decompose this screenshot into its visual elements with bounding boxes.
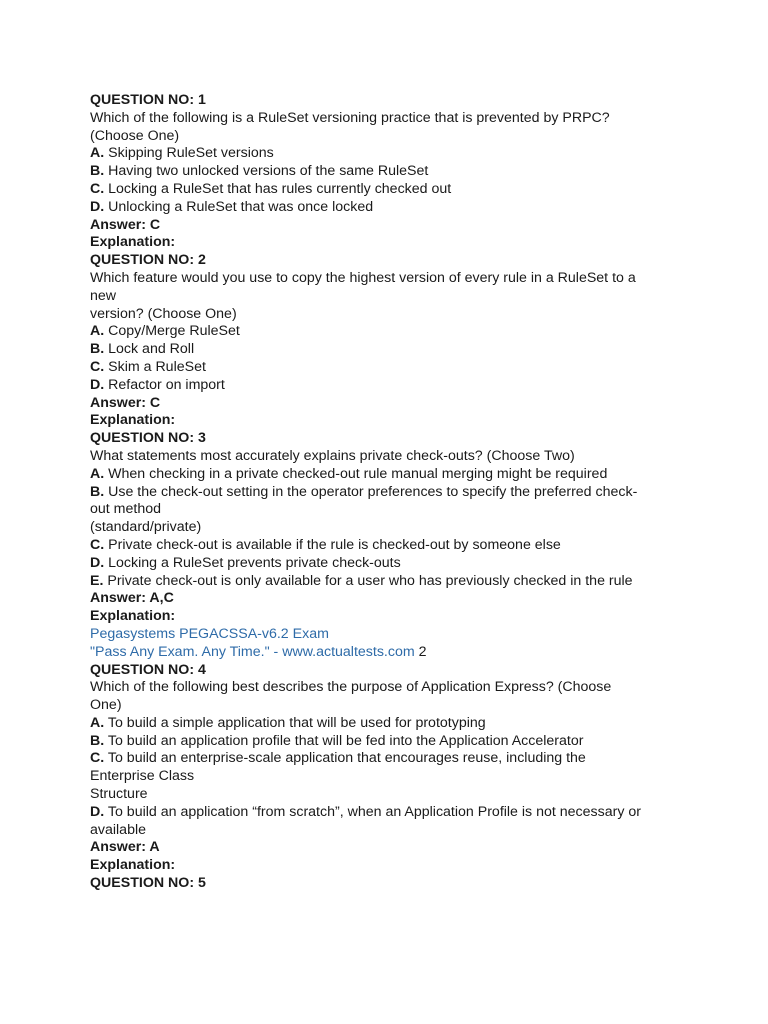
- question-block: [90, 252, 690, 430]
- footer-exam-title: Pegasystems PEGACSSA-v6.2 Exam: [90, 625, 329, 642]
- option-letter: C.: [90, 180, 105, 197]
- question-text: new: [90, 287, 117, 304]
- option: [90, 555, 690, 573]
- option: [90, 377, 690, 395]
- option-text-continued: (standard/private): [90, 519, 202, 536]
- question-text: What statements most accurately explains private check-outs? (Choose Two): [90, 447, 575, 464]
- option-text-continued: Structure: [90, 786, 148, 803]
- question-heading: QUESTION NO: 4: [90, 661, 206, 678]
- option: [90, 466, 690, 484]
- option-text: To build an enterprise-scale application that encourages reuse, including the: [107, 750, 586, 767]
- option: [90, 537, 690, 555]
- question-text: Which feature would you use to copy the highest version of every rule in a RuleSet to a: [90, 269, 636, 286]
- option: [90, 145, 690, 163]
- option-text: Locking a RuleSet prevents private check-outs: [108, 554, 401, 571]
- option: [90, 715, 690, 733]
- option-text: Private check-out is available if the rule is checked-out by someone else: [108, 536, 561, 553]
- question-block: [90, 875, 690, 893]
- option-letter: D.: [90, 198, 105, 215]
- option-letter: A.: [90, 714, 105, 731]
- option-text: Skim a RuleSet: [108, 358, 206, 375]
- option-text-continued: out method: [90, 501, 161, 518]
- option: [90, 733, 690, 751]
- option-letter: E.: [90, 572, 104, 589]
- option: [90, 484, 690, 502]
- option: [90, 181, 690, 199]
- option-text: Locking a RuleSet that has rules currently checked out: [108, 180, 452, 197]
- document-content: [90, 92, 690, 893]
- option-text: Copy/Merge RuleSet: [108, 323, 240, 340]
- option-letter: C.: [90, 536, 105, 553]
- option: [90, 323, 690, 341]
- option-text: To build a simple application that will be used for prototyping: [107, 714, 486, 731]
- footer-page-number: 2: [418, 643, 427, 660]
- question-text: Which of the following is a RuleSet versioning practice that is prevented by PRPC?: [90, 109, 610, 126]
- answer: Answer: C: [90, 216, 161, 233]
- option-text: Unlocking a RuleSet that was once locked: [108, 198, 374, 215]
- option-text: Private check-out is only available for a user who has previously checked in the rule: [107, 572, 633, 589]
- answer: Answer: A,C: [90, 590, 174, 607]
- option-letter: D.: [90, 376, 105, 393]
- option-letter: C.: [90, 358, 105, 375]
- option-text-continued: Enterprise Class: [90, 768, 195, 785]
- option-text: When checking in a private checked-out rule manual merging might be required: [108, 465, 608, 482]
- option-letter: A.: [90, 323, 105, 340]
- option-letter: B.: [90, 341, 105, 358]
- option: [90, 341, 690, 359]
- explanation: Explanation:: [90, 608, 176, 625]
- option-text: Refactor on import: [108, 376, 225, 393]
- option-letter: B.: [90, 163, 105, 180]
- question-text: Which of the following best describes the purpose of Application Express? (Choose: [90, 679, 612, 696]
- option-text: Skipping RuleSet versions: [108, 145, 274, 162]
- footer-slogan-line: [90, 644, 690, 662]
- option-text: Having two unlocked versions of the same RuleSet: [108, 163, 429, 180]
- question-heading: QUESTION NO: 3: [90, 430, 206, 447]
- option-text: To build an application profile that will be fed into the Application Accelerator: [107, 732, 584, 749]
- option: [90, 750, 690, 768]
- option-letter: A.: [90, 465, 105, 482]
- question-heading: QUESTION NO: 2: [90, 252, 206, 269]
- question-block: [90, 92, 690, 252]
- option: [90, 804, 690, 822]
- explanation: Explanation:: [90, 857, 176, 874]
- option: [90, 163, 690, 181]
- option-letter: B.: [90, 732, 105, 749]
- question-text: version? (Choose One): [90, 305, 237, 322]
- question-heading: QUESTION NO: 1: [90, 92, 206, 108]
- option-letter: C.: [90, 750, 105, 767]
- option-text-continued: available: [90, 821, 147, 838]
- question-text: (Choose One): [90, 127, 180, 144]
- option-letter: A.: [90, 145, 105, 162]
- question-block: [90, 430, 690, 626]
- option-text: Use the check-out setting in the operator preferences to specify the preferred check-: [108, 483, 638, 500]
- option-text: To build an application “from scratch”, when an Application Profile is not necessary or: [107, 803, 641, 820]
- explanation: Explanation:: [90, 412, 176, 429]
- explanation: Explanation:: [90, 234, 176, 251]
- option-text: Lock and Roll: [108, 341, 195, 358]
- question-heading: QUESTION NO: 5: [90, 875, 206, 892]
- answer: Answer: A: [90, 839, 160, 856]
- option-letter: D.: [90, 803, 105, 820]
- option-letter: D.: [90, 554, 105, 571]
- option-letter: B.: [90, 483, 105, 500]
- footer-link[interactable]: "Pass Any Exam. Any Time." - www.actualtests.com: [90, 643, 415, 660]
- question-text: One): [90, 697, 122, 714]
- answer: Answer: C: [90, 394, 161, 411]
- option: [90, 199, 690, 217]
- question-block: [90, 662, 690, 876]
- option: [90, 359, 690, 377]
- option: [90, 573, 690, 591]
- page-footer: [90, 626, 690, 662]
